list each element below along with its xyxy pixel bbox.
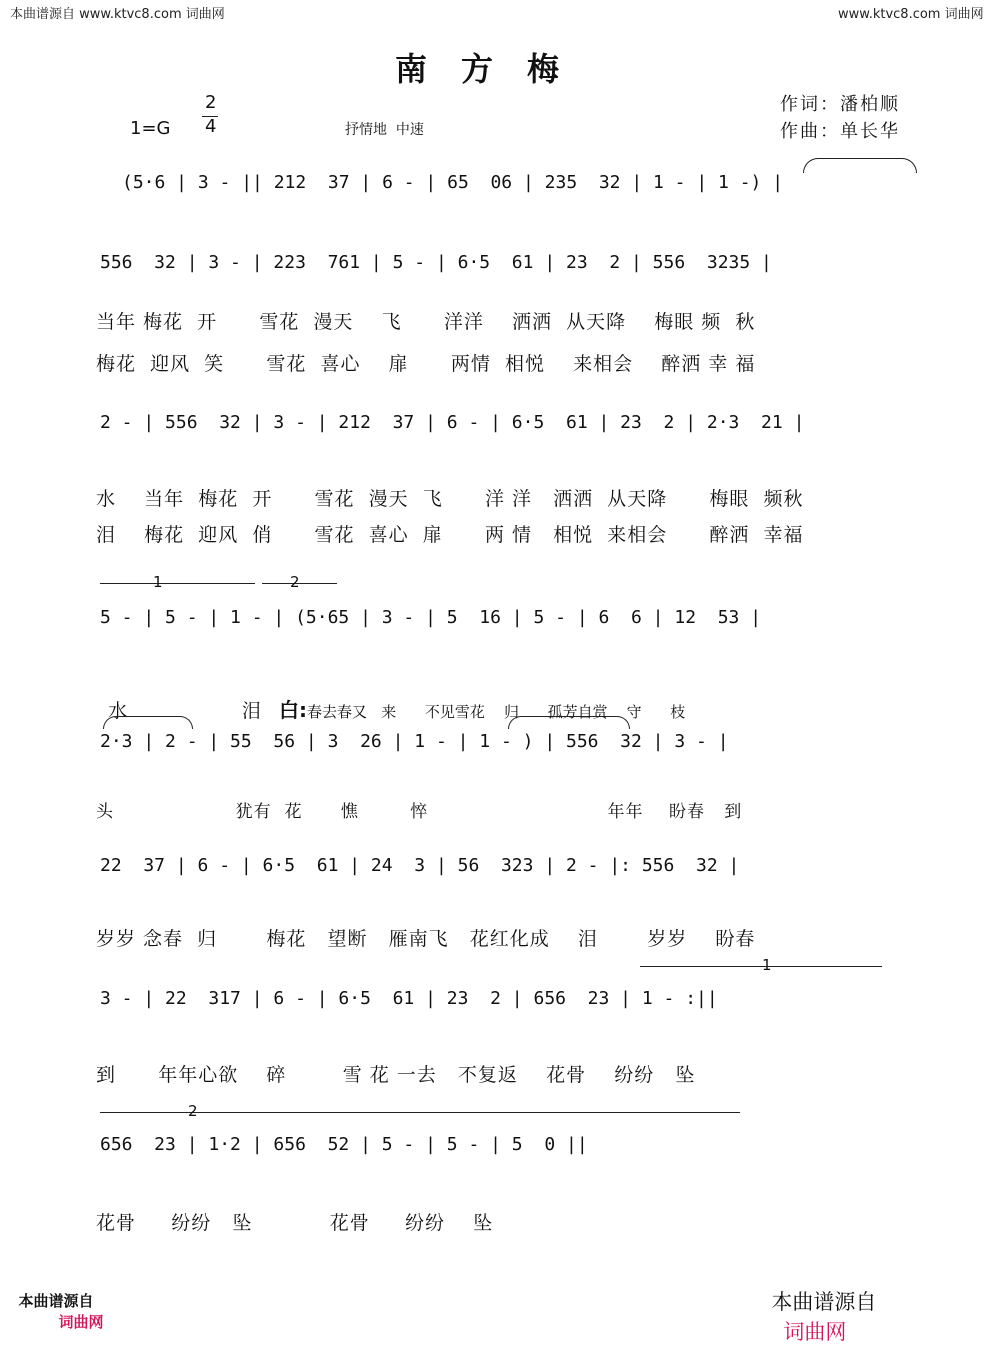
- time-signature-top: 2: [205, 92, 217, 113]
- lyrics-verse1-b: 水 当年 梅花 开 雪花 漫天 飞 洋 洋 洒洒 从天降 梅眼 频秋: [96, 488, 804, 510]
- footer-left-text: 本曲谱源自: [18, 1292, 94, 1310]
- volta-bracket-1: [640, 966, 882, 967]
- composer-credit: 作曲：单长华: [780, 121, 900, 142]
- volta-number-2: 2: [188, 1102, 198, 1120]
- time-signature-bottom: 4: [205, 116, 217, 137]
- lyrics-verse2-a: 梅花 迎风 笑 雪花 喜心 扉 两情 相悦 来相会 醉洒 幸 福: [96, 353, 756, 375]
- footer-source-left: [8, 1272, 103, 1332]
- score-line-7: 3 - | 22 317 | 6 - | 6·5 61 | 23 2 | 656 23 | 1 - :||: [100, 988, 718, 1009]
- score-line-8: 656 23 | 1·2 | 656 52 | 5 - | 5 - | 5 0 ||: [100, 1134, 588, 1155]
- song-title: 南方梅: [395, 50, 594, 88]
- footer-left-site[interactable]: 词曲网: [58, 1313, 104, 1331]
- score-line-1: (5·6 | 3 - || 212 37 | 6 - | 65 06 | 235 32 | 1 - | 1 -) |: [122, 172, 784, 193]
- footer-right-text: 本曲谱源自: [771, 1290, 877, 1314]
- score-line-6: 22 37 | 6 - | 6·5 61 | 24 3 | 56 323 | 2 - |: 556 32 |: [100, 855, 740, 876]
- tie-arc: [103, 716, 193, 729]
- lyrics-verse2-b: 泪 梅花 迎风 俏 雪花 喜心 扉 两 情 相悦 来相会 醉洒 幸福: [96, 524, 804, 546]
- volta-bracket-1: [100, 583, 255, 584]
- volta-number-1: 1: [153, 573, 163, 591]
- header-source-right: www.ktvc8.com 词曲网: [838, 7, 984, 22]
- lyrics-line-c-pre: 水 泪: [108, 700, 279, 722]
- tempo-marking: 抒情地 中速: [345, 122, 424, 138]
- spoken-marker: 白:: [278, 698, 307, 722]
- tie-arc: [803, 158, 917, 173]
- volta-number-1: 1: [762, 956, 772, 974]
- lyrics-line-c-post: 春去春又 来 不见雪花 归 孤芳自赏 守 枝: [306, 703, 686, 721]
- lyrics-verse1-a: 当年 梅花 开 雪花 漫天 飞 洋洋 洒洒 从天降 梅眼 频 秋: [96, 311, 756, 333]
- score-line-5: 2·3 | 2 - | 55 56 | 3 26 | 1 - | 1 - ) | 556 32 | 3 - |: [100, 731, 729, 752]
- lyrics-line-d: 头 犹有 花 憔 悴 年年 盼春 到: [96, 802, 743, 822]
- tie-arc: [508, 716, 630, 729]
- footer-right-site[interactable]: 词曲网: [783, 1320, 847, 1344]
- score-line-3: 2 - | 556 32 | 3 - | 212 37 | 6 - | 6·5 61 | 23 2 | 2·3 21 |: [100, 412, 805, 433]
- volta-number-2: 2: [290, 573, 300, 591]
- header-source-left: 本曲谱源自 www.ktvc8.com 词曲网: [10, 7, 225, 22]
- lyricist-credit: 作词：潘柏顺: [780, 94, 900, 115]
- footer-source-right: [758, 1262, 876, 1346]
- lyrics-line-g: 花骨 纷纷 坠 花骨 纷纷 坠: [96, 1212, 494, 1234]
- score-line-2: 556 32 | 3 - | 223 761 | 5 - | 6·5 61 | 23 2 | 556 3235 |: [100, 252, 772, 273]
- lyrics-line-f: 到 年年心欲 碎 雪 花 一去 不复返 花骨 纷纷 坠: [96, 1064, 696, 1086]
- key-signature: 1=G: [130, 118, 171, 139]
- score-line-4: 5 - | 5 - | 1 - | (5·65 | 3 - | 5 16 | 5 - | 6 6 | 12 53 |: [100, 607, 762, 628]
- lyrics-line-e: 岁岁 念春 归 梅花 望断 雁南飞 花红化成 泪 岁岁 盼春: [96, 928, 756, 950]
